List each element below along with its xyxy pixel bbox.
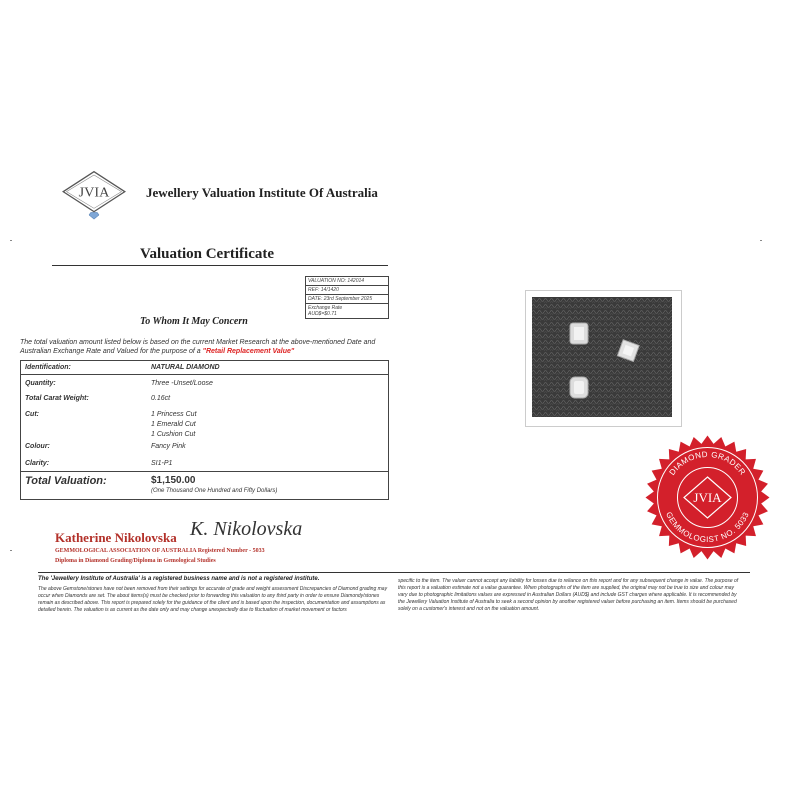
footer-divider bbox=[38, 572, 750, 573]
certificate-title: Valuation Certificate bbox=[140, 246, 275, 262]
cut-line-2: 1 Emerald Cut bbox=[151, 421, 196, 428]
quantity-value: Three -Unset/Loose bbox=[151, 380, 213, 387]
signer-registration: GEMMOLOGICAL ASSOCIATION OF AUSTRALIA Registered Number - 5033 bbox=[55, 548, 265, 554]
carat-value: 0.16ct bbox=[151, 395, 171, 402]
colour-value: Fancy Pink bbox=[151, 443, 186, 450]
carat-label: Total Carat Weight: bbox=[25, 395, 89, 402]
cut-label: Cut: bbox=[25, 411, 39, 418]
diamond-grader-seal bbox=[645, 435, 770, 560]
identification-value: NATURAL DIAMOND bbox=[151, 364, 220, 371]
exchange-rate bbox=[306, 304, 388, 318]
jvia-logo bbox=[55, 170, 133, 220]
signer-diploma: Diploma in Diamond Grading/Diploma in Gemological Studies bbox=[55, 558, 216, 564]
identification-label: Identification: bbox=[25, 364, 71, 371]
exchange-label: Exchange Rate bbox=[308, 305, 343, 311]
reference-box bbox=[305, 276, 389, 319]
title-divider bbox=[52, 265, 388, 266]
clarity-value: SI1-P1 bbox=[151, 460, 173, 467]
intro-highlight: "Retail Replacement Value" bbox=[202, 348, 295, 355]
clarity-label: Clarity: bbox=[25, 460, 50, 467]
quantity-label: Quantity: bbox=[25, 380, 56, 387]
logo-text: JVIA bbox=[78, 184, 110, 201]
details-table bbox=[20, 360, 389, 500]
valuation-number: VALUATION NO: 142014 bbox=[306, 277, 388, 286]
footer-heading: The 'Jewellery Institute of Australia' is a registered business name and is not a registered institute. bbox=[38, 576, 320, 582]
intro-paragraph bbox=[20, 338, 400, 356]
colour-label: Colour: bbox=[25, 443, 50, 450]
scan-mark bbox=[10, 550, 12, 551]
diamond-emerald bbox=[570, 323, 588, 344]
exchange-value: AUD$=$0.71 bbox=[308, 311, 337, 317]
scan-mark bbox=[760, 240, 762, 241]
seal-center-text: JVIA bbox=[693, 490, 722, 505]
institute-name: Jewellery Valuation Institute Of Australia bbox=[146, 185, 378, 200]
signature-script: K. Nikolovska bbox=[190, 518, 303, 540]
intro-text: The total valuation amount listed below is based on the current Market Research at the above-mentioned Date and Australian Exchange Rate and Valued for the purpose of a bbox=[20, 339, 376, 355]
seal-top-text: DIAMOND GRADER bbox=[667, 449, 748, 477]
total-label: Total Valuation: bbox=[25, 475, 107, 487]
ref-number: REF: 14/1420 bbox=[306, 286, 388, 295]
diamond-photo bbox=[532, 297, 672, 417]
footer-text-left: The above Gemstone/stones have not been removed from their settings for accurate of grade and weight assessment Discrepancies of Diamond grading may occur when Diamonds are set. The about items(s) must be checked prior to forwarding this valuation to any third party in order to ensure Diamondy/stones remain as described above. This report is prepared solely for the guidance of the client and is based upon the inspection, documentation and assumptions as detailed herein. The valuation is as current as the date only and may change unexpectedly due to fluctuation of market movement or factors bbox=[38, 586, 388, 613]
seal-bottom-text: GEMMOLOGIST NO. 5033 bbox=[664, 510, 751, 545]
valuation-date: DATE: 23rd September 2025 bbox=[306, 295, 388, 304]
diamond-cushion bbox=[570, 377, 588, 398]
scan-mark bbox=[10, 240, 12, 241]
total-words: (One Thousand One Hundred and Fifty Dollars) bbox=[151, 488, 278, 494]
cut-line-1: 1 Princess Cut bbox=[151, 411, 197, 418]
footer-text-right: specific to the item. The valuer cannot accept any liability for losses due to reliance on this report and for any subsequent change in value. The purpose of this report is a valuation estimate not a value guarantee. When photographs of the item are supplied, the original may not be true to size and colour may vary due to photographic limitations values are expressed in Australian Dollars (AUD$) and include GST charges where applicable. It is recommended by the Jewellery Valuation Institute of Australia to seek a second opinion by another registered valuer before purchasing an item. Items should be purchased solely on a customer's interest and not on the valuation amount. bbox=[398, 578, 739, 612]
signer-name: Katherine Nikolovska bbox=[55, 530, 177, 545]
cut-line-3: 1 Cushion Cut bbox=[151, 431, 196, 438]
addressee: To Whom It May Concern bbox=[140, 316, 248, 327]
total-value: $1,150.00 bbox=[151, 475, 196, 486]
